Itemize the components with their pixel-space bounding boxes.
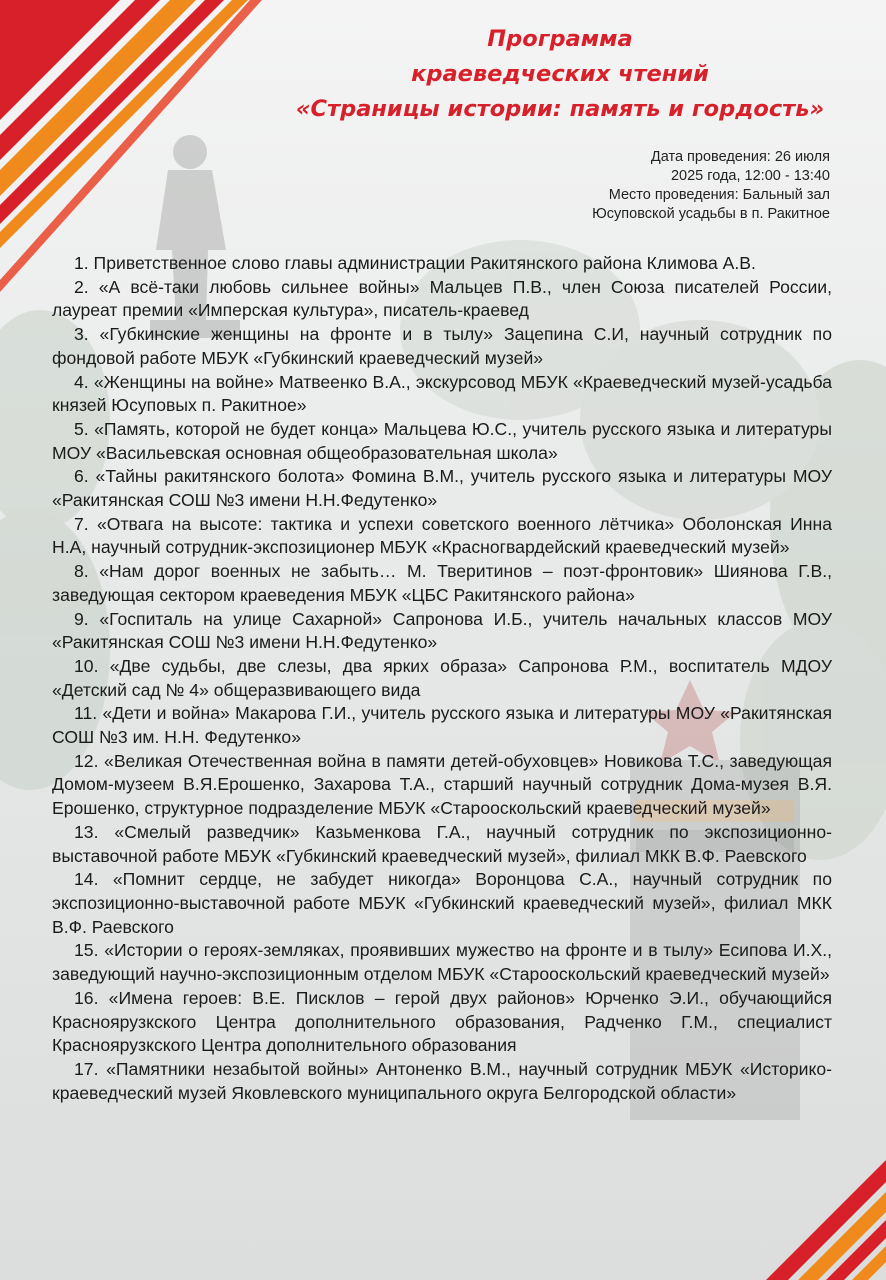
program-item-17: 17. «Памятники незабытой войны» Антоненко В.М., научный сотрудник МБУК «Историко-краеведческий музей Яковлевского муниципального округа Белгородской области» (52, 1058, 832, 1103)
program-item-6: 6. «Тайны ракитянского болота» Фомина В.М., учитель русского языка и литературы МОУ «Ракитянская СОШ №3 имени Н.Н.Федутенко» (52, 466, 832, 511)
program-item-7: 7. «Отвага на высоте: тактика и успехи советского военного лётчика» Оболонская Инна Н.А, научный сотрудник-экспозиционер МБУК «Красногвардейский краеведческий музей» (52, 513, 832, 558)
program-item-8: 8. «Нам дорог военных не забыть… М. Тверитинов – поэт-фронтовик» Шиянова Г.В., заведующая сектором краеведения МБУК «ЦБС Ракитянского района» (52, 561, 832, 605)
program-item-5: 5. «Память, которой не будет конца» Мальцева Ю.С., учитель русского языка и литературы МОУ «Васильевская основная общеобразовательная школа» (52, 418, 832, 463)
title-line-2: краеведческих чтений (411, 61, 709, 87)
program-list (52, 252, 832, 1105)
title-line-3: «Страницы истории: память и гордость» (295, 96, 825, 122)
program-item-4: 4. «Женщины на войне» Матвеенко В.А., экскурсовод МБУК «Краеведческий музей-усадьба князей Юсуповых п. Ракитное» (52, 371, 832, 416)
program-item-12: 12. «Великая Отечественная война в памяти детей-обуховцев» Новикова Т.С., заведующая Домом-музеем В.Я.Ерошенко, Захарова Т.А., старший научный сотрудник Дома-музея В.Я. Ерошенко, структурное подразделение МБУК «Старооскольский краеведческий музей» (52, 750, 832, 819)
program-item-13: 13. «Смелый разведчик» Казьменкова Г.А., научный сотрудник по экспозиционно-выставочной работе МБУК «Губкинский краеведческий музей», филиал МКК В.Ф. Раевского (52, 821, 832, 866)
program-item-10: 10. «Две судьбы, две слезы, два ярких образа» Сапронова Р.М., воспитатель МДОУ «Детский сад № 4» общеразвивающего вида (52, 655, 832, 700)
title-line-1: Программа (487, 26, 633, 52)
event-date-line: Дата проведения: 26 июля (650, 149, 830, 165)
program-item-16: 16. «Имена героев: В.Е. Писклов – герой двух районов» Юрченко Э.И., обучающийся Красноярузкского Центра дополнительного образования, Радченко Г.М., специалист Красноярузкского Центра дополнительного образования (52, 987, 832, 1056)
program-item-15: 15. «Истории о героях-земляках, проявивших мужество на фронте и в тылу» Есипова И.Х., заведующий научно-экспозиционным отделом МБУК «Старооскольский краеведческий музей» (52, 940, 832, 985)
program-item-3: 3. «Губкинские женщины на фронте и в тылу» Зацепина С.И, научный сотрудник по фондовой работе МБУК «Губкинский краеведческий музей» (52, 324, 832, 368)
program-item-11: 11. «Дети и война» Макарова Г.И., учитель русского языка и литературы МОУ «Ракитянская СОШ №3 им. Н.Н. Федутенко» (52, 703, 832, 748)
event-place-line-2: Юсуповской усадьбы в п. Ракитное (592, 206, 830, 222)
program-item-1: 1. Приветственное слово главы администрации Ракитянского района Климова А.В. (74, 253, 756, 273)
event-time-line: 2025 года, 12:00 - 13:40 (670, 168, 830, 184)
program-item-14: 14. «Помнит сердце, не забудет никогда» Воронцова С.А., научный сотрудник по экспозиционно-выставочной работе МБУК «Губкинский краеведческий музей», филиал МКК В.Ф. Раевского (52, 869, 832, 937)
program-item-9: 9. «Госпиталь на улице Сахарной» Сапронова И.Б., учитель начальных классов МОУ «Ракитянская СОШ №3 имени Н.Н.Федутенко» (52, 608, 832, 653)
event-place-line: Место проведения: Бальный зал (608, 187, 830, 203)
program-title (260, 22, 860, 127)
event-details (592, 148, 830, 224)
program-item-2: 2. «А всё-таки любовь сильнее войны» Мальцев П.В., член Союза писателей России, лауреат премии «Имперская культура», писатель-краевед (52, 276, 832, 321)
